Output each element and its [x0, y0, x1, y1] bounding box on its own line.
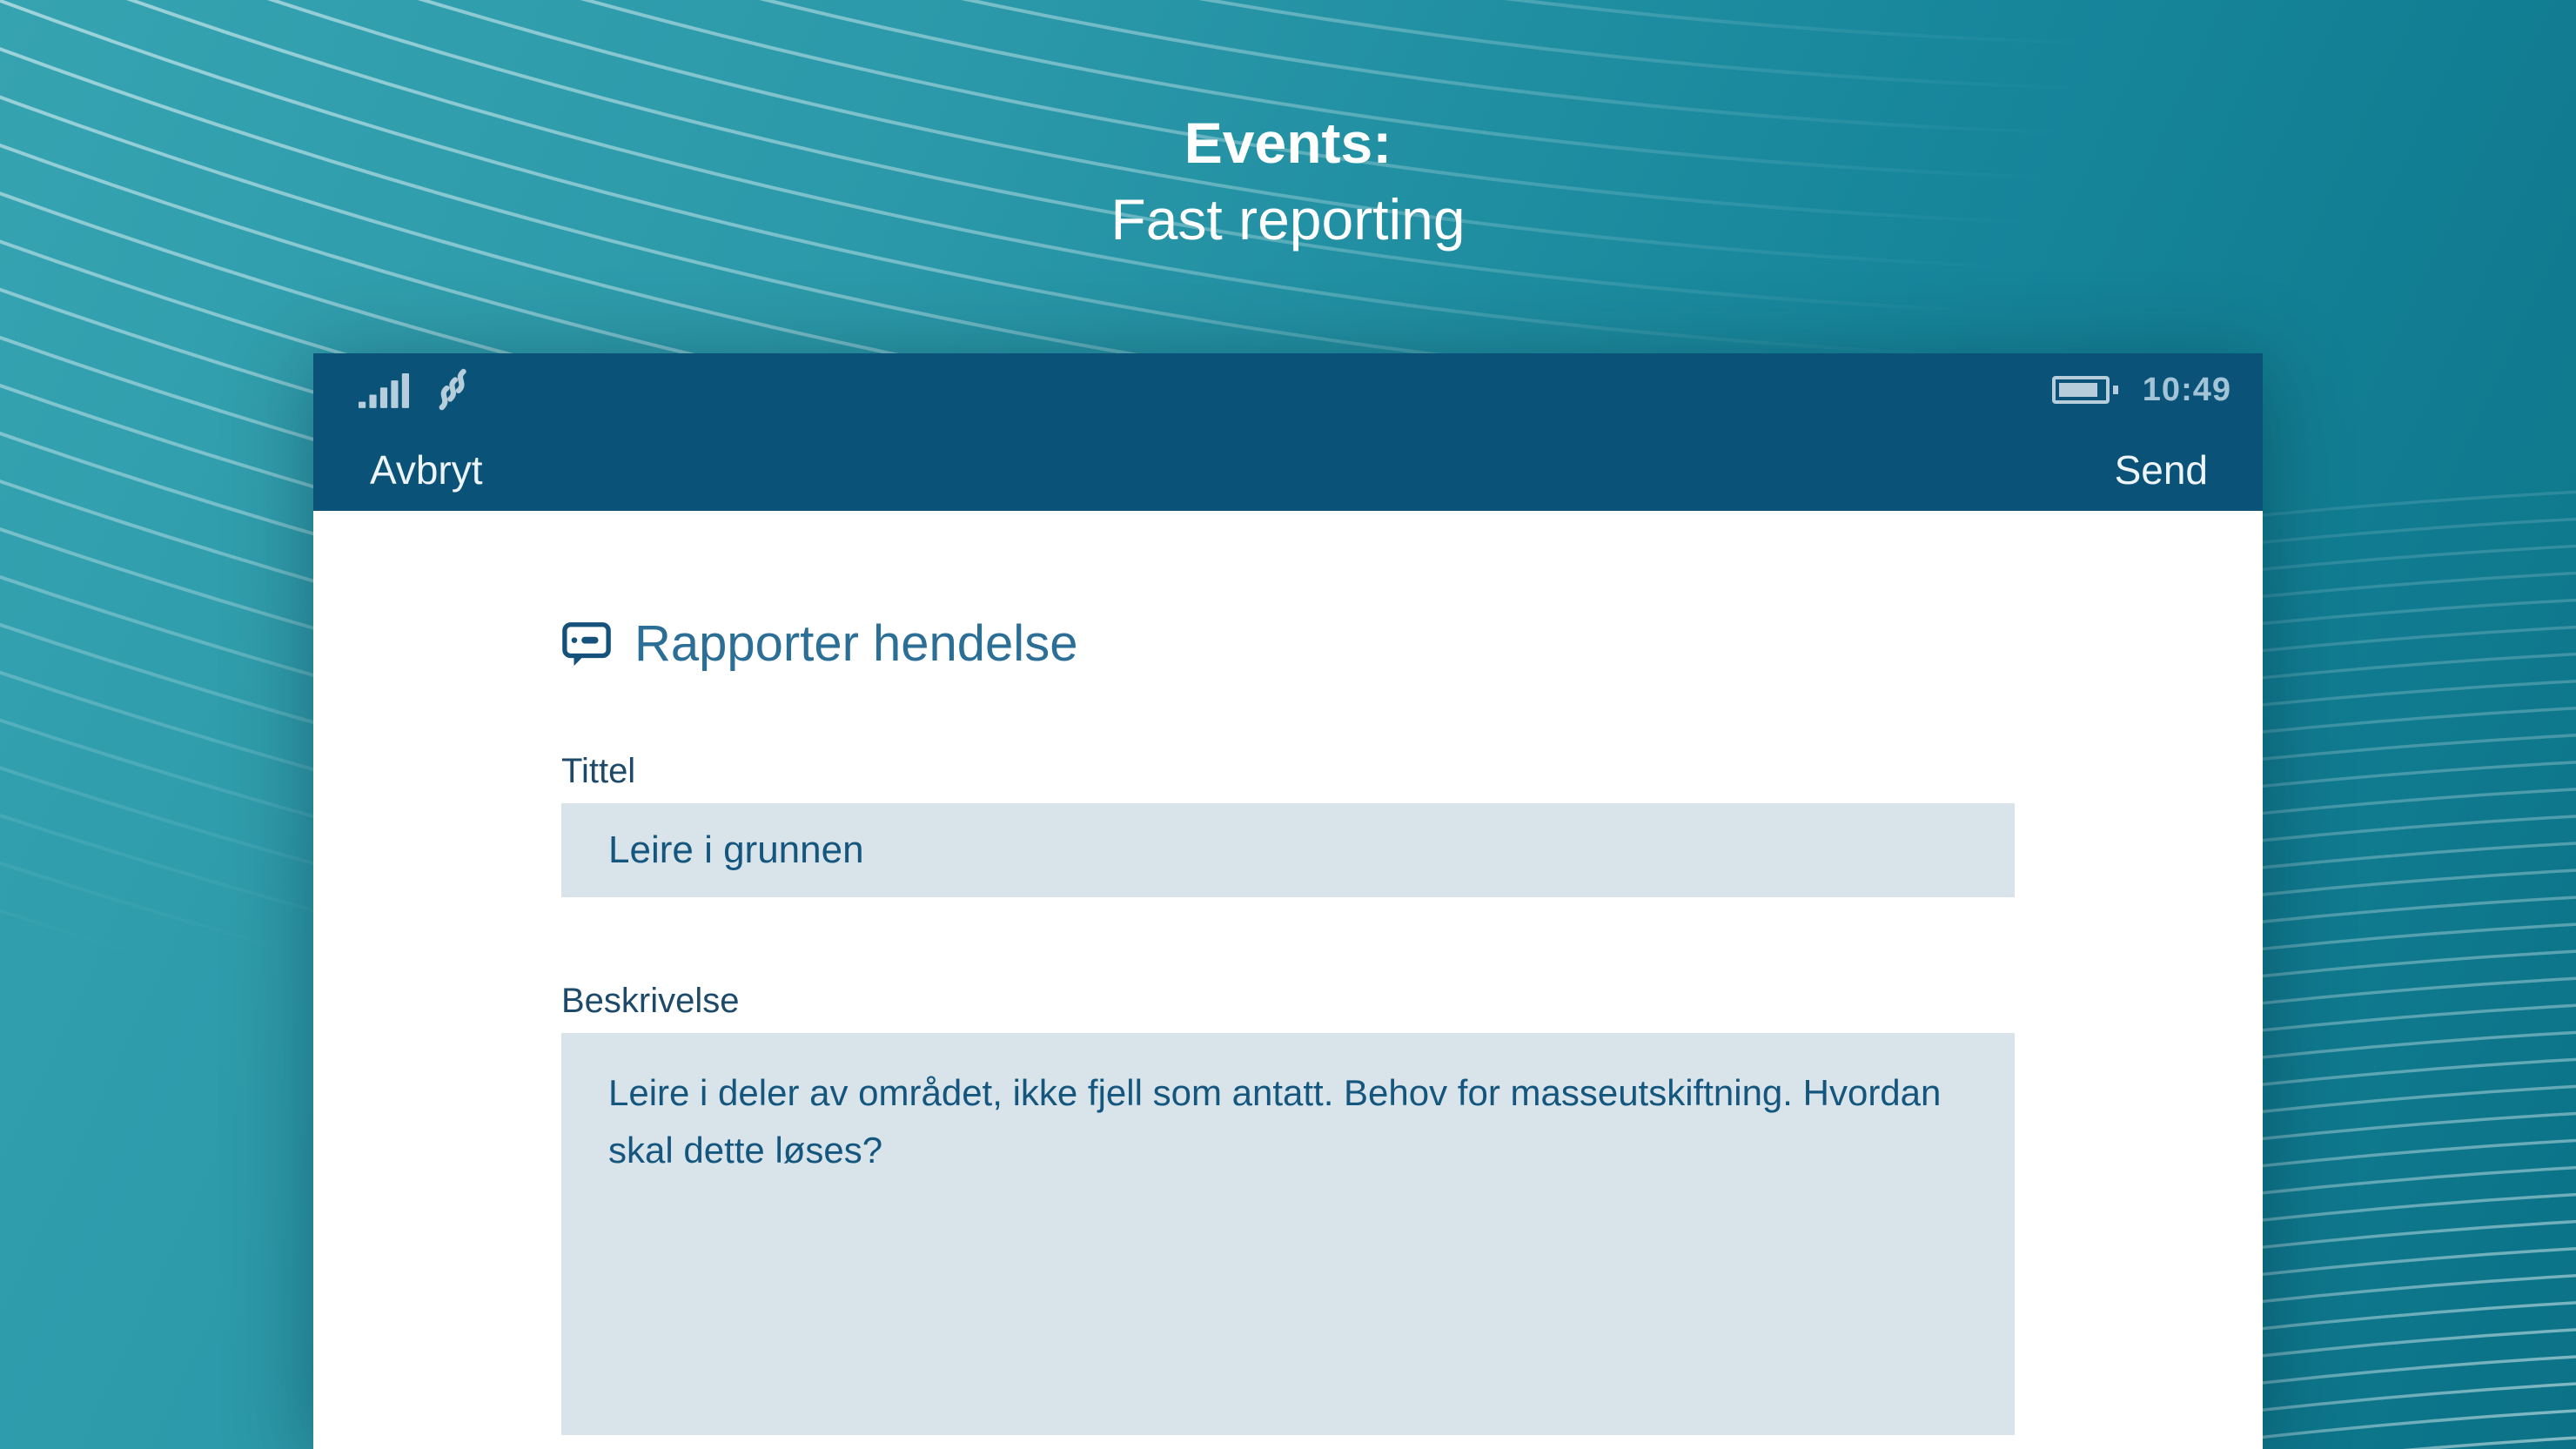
- status-bar: [359, 369, 2231, 411]
- status-time: 10:49: [2142, 371, 2231, 408]
- description-field-label: Beskrivelse: [561, 982, 740, 1020]
- slide-title: [0, 104, 2576, 258]
- nav-bar: [359, 446, 2231, 493]
- vibrate-icon: [435, 368, 475, 412]
- cancel-button[interactable]: Avbryt: [370, 447, 483, 493]
- slide-title-line2: Fast reporting: [1110, 187, 1466, 252]
- battery-icon: [2052, 374, 2120, 406]
- form-heading: [561, 614, 2015, 673]
- title-field-label: Tittel: [561, 752, 636, 790]
- signal-strength-icon: [359, 371, 409, 409]
- phone-header: [313, 353, 2263, 511]
- description-textarea[interactable]: [561, 1033, 2015, 1435]
- slide-title-line1: Events:: [1184, 111, 1392, 175]
- speech-bubble-icon: [561, 618, 612, 668]
- form-heading-label: Rapporter hendelse: [634, 614, 1078, 672]
- report-form: [313, 511, 2263, 1435]
- send-button[interactable]: Send: [2114, 447, 2208, 493]
- phone-screenshot-card: [313, 353, 2263, 1449]
- title-input[interactable]: [561, 803, 2015, 897]
